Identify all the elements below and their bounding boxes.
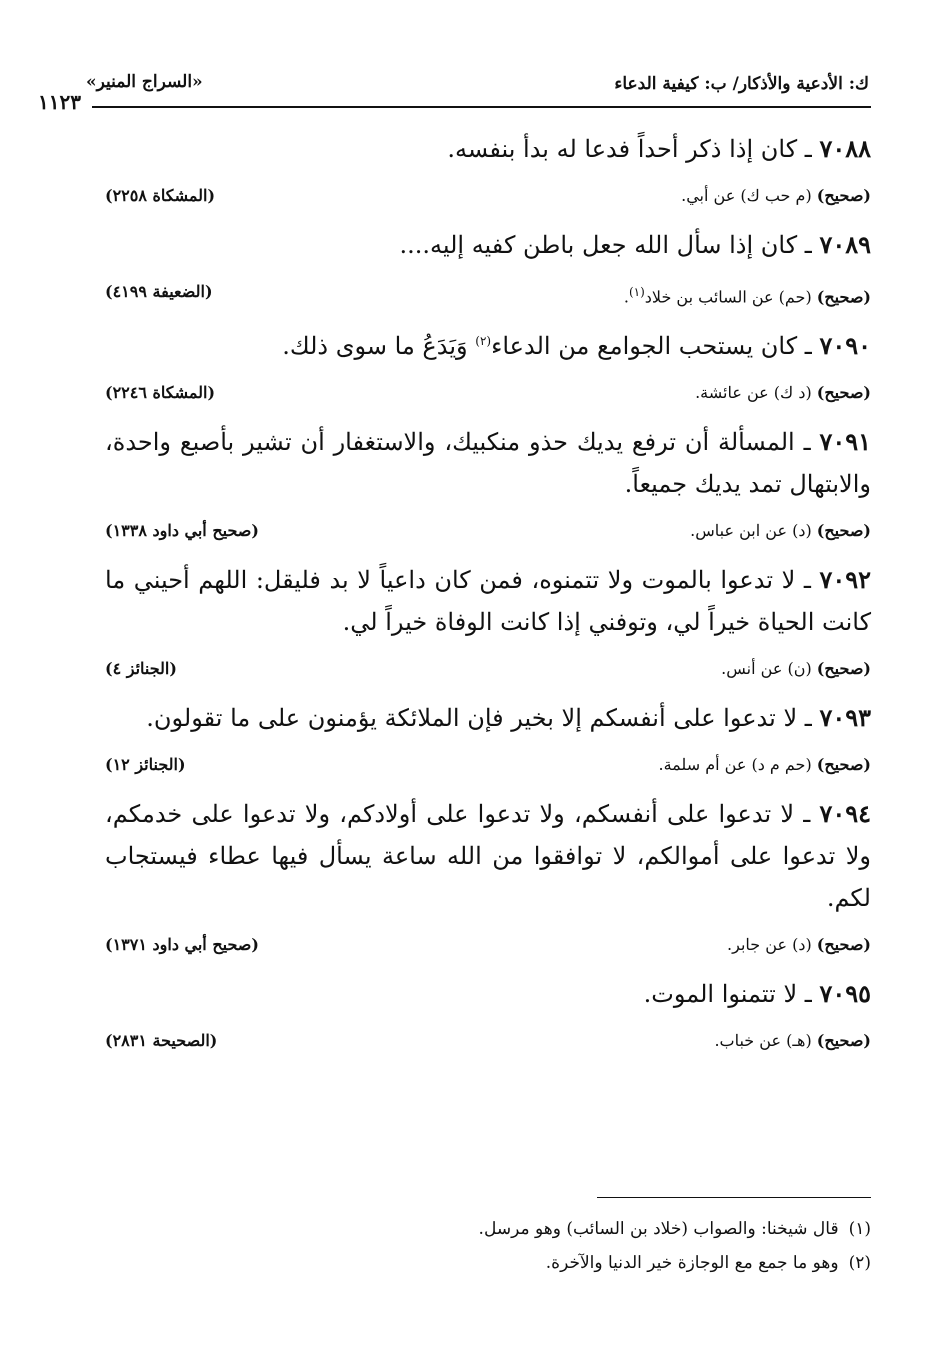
reference: (المشكاة ٢٢٤٦) (105, 383, 216, 402)
hadith-text (105, 559, 871, 643)
header-rule (92, 106, 871, 108)
source-line (105, 178, 871, 214)
hadith-text (105, 793, 871, 919)
reference: (صحيح أبي داود ١٣٣٨) (105, 521, 259, 540)
narrator-chain: (م حب ك) عن أبي. (681, 186, 812, 205)
source-line (105, 651, 871, 687)
source-chain (561, 274, 871, 310)
source-chain (561, 927, 871, 963)
hadith-number: ٧٠٩٤ (819, 799, 872, 828)
hadith-number: ٧٠٩٢ (819, 565, 872, 594)
hadith-body: كان إذا ذكر أحداً فدعا له بدأ بنفسه. (447, 135, 798, 163)
hadith-text (105, 224, 871, 266)
reference: (المشكاة ٢٢٥٨) (105, 186, 216, 205)
footnote-number: (٢) (848, 1253, 871, 1273)
narrator-chain: (حم) عن السائب بن خلاد (644, 287, 812, 307)
source-line (105, 927, 871, 963)
footnote (105, 1246, 871, 1280)
book-title: «السراج المنير» (86, 72, 203, 92)
hadith-separator: ـ (794, 428, 820, 456)
grade-label: (صحيح) (816, 383, 871, 402)
hadith-text (105, 697, 871, 739)
hadith-separator: ـ (797, 980, 820, 1008)
hadith-body: لا تدعوا على أنفسكم، ولا تدعوا على أولادكم، ولا تدعوا على خدمكم، ولا تدعوا على أموالكم، لا توافقوا من الله ساعة يسأل فيها عطاء فيستجاب لكم. (105, 800, 871, 912)
source-line (105, 747, 871, 783)
reference: (الجنائز ١٢) (105, 755, 186, 774)
hadith-number: ٧٠٩٥ (819, 979, 871, 1008)
source-chain (561, 178, 871, 214)
footnote-marker: (٢) (475, 334, 492, 348)
source-chain (561, 747, 871, 783)
narrator-chain: (د) عن جابر. (727, 935, 812, 954)
source-chain (561, 375, 871, 411)
narrator-chain: (ن) عن أنس. (721, 659, 812, 678)
source-chain (561, 1023, 871, 1059)
reference: (الصحيحة ٢٨٣١) (105, 1031, 218, 1050)
footnote-rule (597, 1197, 871, 1198)
hadith-text (105, 421, 871, 505)
narrator-chain: (د) عن ابن عباس. (690, 521, 812, 540)
footnote-text: وهو ما جمع مع الوجازة خير الدنيا والآخرة. (545, 1253, 839, 1273)
hadith-separator: ـ (797, 135, 820, 163)
hadith-number: ٧٠٩٣ (819, 703, 871, 732)
hadith-separator: ـ (797, 704, 820, 732)
hadith-number: ٧٠٩١ (819, 427, 871, 456)
chapter-heading: ك: الأدعية والأذكار/ ب: كيفية الدعاء (614, 74, 869, 94)
source-line (105, 274, 871, 310)
hadith-number: ٧٠٩٠ (819, 331, 871, 360)
grade-label: (صحيح) (816, 755, 871, 774)
grade-label: (صحيح) (816, 1031, 871, 1050)
source-chain (561, 651, 871, 687)
grade-label: (صحيح) (816, 935, 871, 954)
hadith-body: كان إذا سأل الله جعل باطن كفيه إليه.... (399, 231, 798, 259)
hadith-number: ٧٠٨٩ (819, 230, 871, 259)
hadith-list (105, 128, 871, 1069)
chain-end: . (623, 287, 629, 307)
hadith-body-continued: وَيَدَعُ ما سوى ذلك. (282, 332, 476, 360)
hadith-separator: ـ (795, 566, 820, 594)
grade-label: (صحيح) (816, 287, 871, 307)
hadith-body: كان يستحب الجوامع من الدعاء (491, 332, 798, 360)
hadith-number: ٧٠٨٨ (819, 134, 871, 163)
reference: (صحيح أبي داود ١٣٧١) (105, 935, 259, 954)
grade-label: (صحيح) (816, 521, 871, 540)
source-chain (561, 513, 871, 549)
grade-label: (صحيح) (816, 659, 871, 678)
hadith-body: لا تدعوا على أنفسكم إلا بخير فإن الملائكة يؤمنون على ما تقولون. (146, 704, 798, 732)
hadith-body: لا تدعوا بالموت ولا تتمنوه، فمن كان داعياً لا بد فليقل: اللهم أحيني ما كانت الحياة خيراً لي، وتوفني إذا كانت الوفاة خيراً لي. (105, 566, 871, 636)
hadith-separator: ـ (797, 231, 820, 259)
hadith-body: المسألة أن ترفع يديك حذو منكبيك، والاستغفار أن تشير بأصبع واحدة، والابتهال تمد يديك جميعاً. (105, 428, 871, 498)
footnote-text: قال شيخنا: والصواب (خلاد بن السائب) وهو مرسل. (478, 1219, 839, 1239)
page-number: ١١٢٣ (38, 90, 81, 114)
reference: (الجنائز ٤) (105, 659, 177, 678)
hadith-body: لا تتمنوا الموت. (643, 980, 798, 1008)
footnote-marker: (١) (628, 285, 645, 299)
footnote-number: (١) (848, 1219, 871, 1239)
source-line (105, 375, 871, 411)
hadith-text (105, 973, 871, 1015)
hadith-text (105, 128, 871, 170)
narrator-chain: (هـ) عن خباب. (714, 1031, 812, 1050)
hadith-text (105, 320, 871, 367)
hadith-separator: ـ (794, 800, 820, 828)
footnote (105, 1212, 871, 1246)
reference: (الضعيفة ٤١٩٩) (105, 282, 213, 301)
footnotes (105, 1212, 871, 1280)
source-line (105, 513, 871, 549)
source-line (105, 1023, 871, 1059)
grade-label: (صحيح) (816, 186, 871, 205)
hadith-separator: ـ (797, 332, 820, 360)
narrator-chain: (حم م د) عن أم سلمة. (658, 755, 812, 774)
narrator-chain: (د ك) عن عائشة. (695, 383, 812, 402)
